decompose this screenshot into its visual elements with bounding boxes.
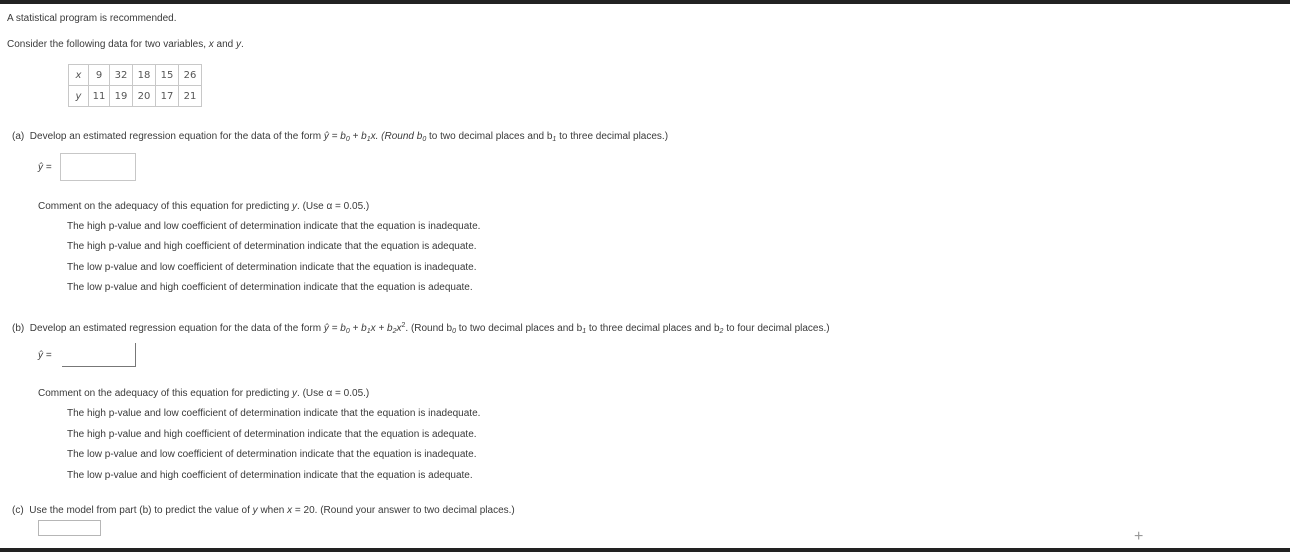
part-b-answer-input[interactable]	[62, 343, 136, 367]
part-a-prompt: (a) Develop an estimated regression equation for the data of the form ŷ = $b_0 + b_1x$. (Round $b_0$ to two decimal places and $b_1$ to three decimal places.)	[12, 131, 669, 143]
part-b-prompt: (b) Develop an estimated regression equation for the data of the form ŷ = $b_0 + b_1x + b_2x^2$. (Round $b_0$ to two decimal places and $b_1$ to three decimal places and $b_2$ to four decimal places.)	[12, 322, 830, 335]
x-value: 26	[179, 65, 202, 86]
x-value: 15	[156, 65, 179, 86]
intro-question: Consider the following data for two variables, x and y.	[7, 39, 244, 50]
part-c-answer-input[interactable]	[38, 520, 101, 536]
part-b-yhat-label: ŷ =	[38, 350, 52, 361]
y-value: 17	[156, 86, 179, 107]
part-b-comment-prompt: Comment on the adequacy of this equation for predicting y. (Use α = 0.05.)	[38, 388, 370, 399]
x-header: x	[69, 65, 89, 86]
top-border	[0, 0, 1290, 4]
part-a-option-2[interactable]: The high p-value and high coefficient of determination indicate that the equation is adequate.	[67, 241, 477, 252]
intro-note: A statistical program is recommended.	[7, 13, 177, 24]
part-a-answer-input[interactable]	[60, 153, 136, 181]
part-b-option-1[interactable]: The high p-value and low coefficient of determination indicate that the equation is inadequate.	[67, 408, 481, 419]
x-value: 18	[133, 65, 156, 86]
part-a-yhat-label: ŷ =	[38, 162, 52, 173]
y-value: 11	[89, 86, 110, 107]
crosshair-cursor-icon: +	[1134, 528, 1144, 545]
x-value: 9	[89, 65, 110, 86]
y-header: y	[69, 86, 89, 107]
part-b-option-4[interactable]: The low p-value and high coefficient of determination indicate that the equation is adequate.	[67, 470, 473, 481]
table-row-y	[69, 86, 202, 107]
bottom-border	[0, 548, 1290, 552]
data-table	[68, 64, 202, 107]
y-value: 19	[110, 86, 133, 107]
part-c-prompt: (c) Use the model from part (b) to predict the value of y when x = 20. (Round your answer to two decimal places.)	[12, 505, 515, 516]
table-row-x	[69, 65, 202, 86]
part-a-option-4[interactable]: The low p-value and high coefficient of determination indicate that the equation is adequate.	[67, 282, 473, 293]
y-value: 20	[133, 86, 156, 107]
x-value: 32	[110, 65, 133, 86]
part-a-option-1[interactable]: The high p-value and low coefficient of determination indicate that the equation is inadequate.	[67, 221, 481, 232]
part-a-comment-prompt: Comment on the adequacy of this equation for predicting y. (Use α = 0.05.)	[38, 201, 370, 212]
part-b-option-2[interactable]: The high p-value and high coefficient of determination indicate that the equation is adequate.	[67, 429, 477, 440]
y-value: 21	[179, 86, 202, 107]
part-b-option-3[interactable]: The low p-value and low coefficient of determination indicate that the equation is inadequate.	[67, 449, 477, 460]
part-a-option-3[interactable]: The low p-value and low coefficient of determination indicate that the equation is inadequate.	[67, 262, 477, 273]
